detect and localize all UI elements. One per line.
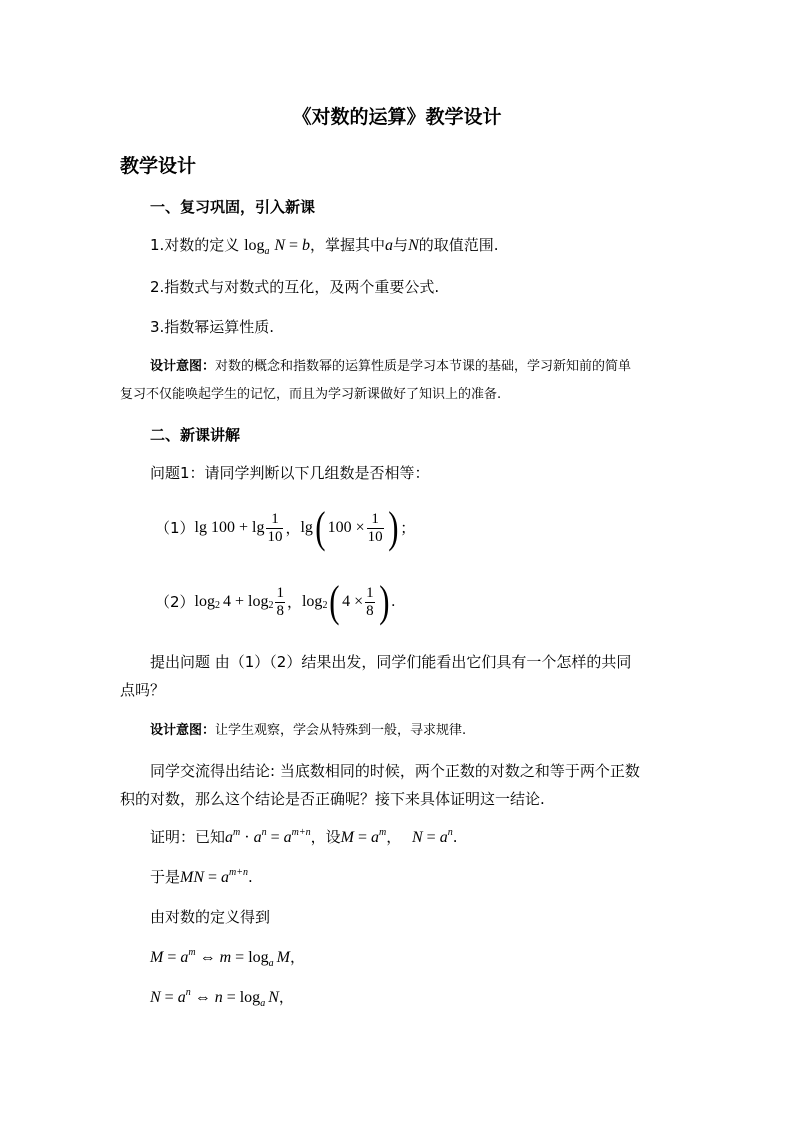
design-note-1-line2: 复习不仅能唤起学生的记忆，而且为学习新课做好了知识上的准备.: [120, 387, 502, 402]
fraction: $\frac{1}{10}$: [367, 510, 383, 545]
equation-2: （2） log 2 4 + log 2 1 8 ， log 2 ( 4 × $\frac{1}{8}$ ) .: [155, 577, 396, 626]
document-title: 《对数的运算》教学设计: [292, 106, 502, 128]
fraction: $\frac{1}{8}$: [366, 584, 374, 619]
review-item-1: 1.对数的定义 $\log_a N = b$，掌握其中a与N的取值范围.: [150, 236, 499, 257]
review-item-3: 3.指数幂运算性质.: [150, 318, 275, 336]
fraction: 1 10: [267, 510, 283, 545]
section-heading-teaching-design: 教学设计: [120, 155, 197, 177]
conclusion-line-1: 同学交流得出结论: 当底数相同的时候，两个正数的对数之和等于两个正数: [150, 762, 640, 780]
review-item-2: 2.指数式与对数式的互化，及两个重要公式.: [150, 278, 440, 296]
by-definition-line: 由对数的定义得到: [150, 908, 271, 926]
heading-new-lesson: 二、新课讲解: [150, 426, 241, 444]
question-1: 问题1：请同学判断以下几组数是否相等：: [150, 464, 430, 482]
fraction: 1 8: [276, 584, 284, 619]
therefore-line: 于是MN = $a^{m+n}$.: [150, 867, 253, 886]
equation-N: $N = a^n$ ⇔ $n = \log_a N$，: [150, 987, 294, 1009]
prompt-line-1: 提出问题 由（1）（2）结果出发，同学们能看出它们具有一个怎样的共同: [150, 653, 632, 671]
prompt-line-2: 点吗？: [120, 681, 166, 699]
conclusion-line-2: 积的对数，那么这个结论是否正确呢？接下来具体证明这一结论.: [120, 790, 545, 808]
proof-line: 证明：已知$a^m \cdot a^n = a^{m+n}$，设$M = a^m$， $N = a^n$.: [150, 827, 458, 846]
heading-review: 一、复习巩固，引入新课: [150, 198, 316, 216]
design-note-1-line1: 设计意图：对数的概念和指数幂的运算性质是学习本节课的基础，学习新知前的简单: [150, 359, 632, 374]
equation-M: $M = a^m$ ⇔ $m = \log_a M$，: [150, 947, 305, 969]
equation-1: （1） lg 100 + lg 1 10 ， lg ( 100 × $\frac{1}{10}$ ) ；: [155, 503, 416, 552]
design-note-2: 设计意图：让学生观察，学会从特殊到一般，寻求规律.: [150, 723, 467, 738]
